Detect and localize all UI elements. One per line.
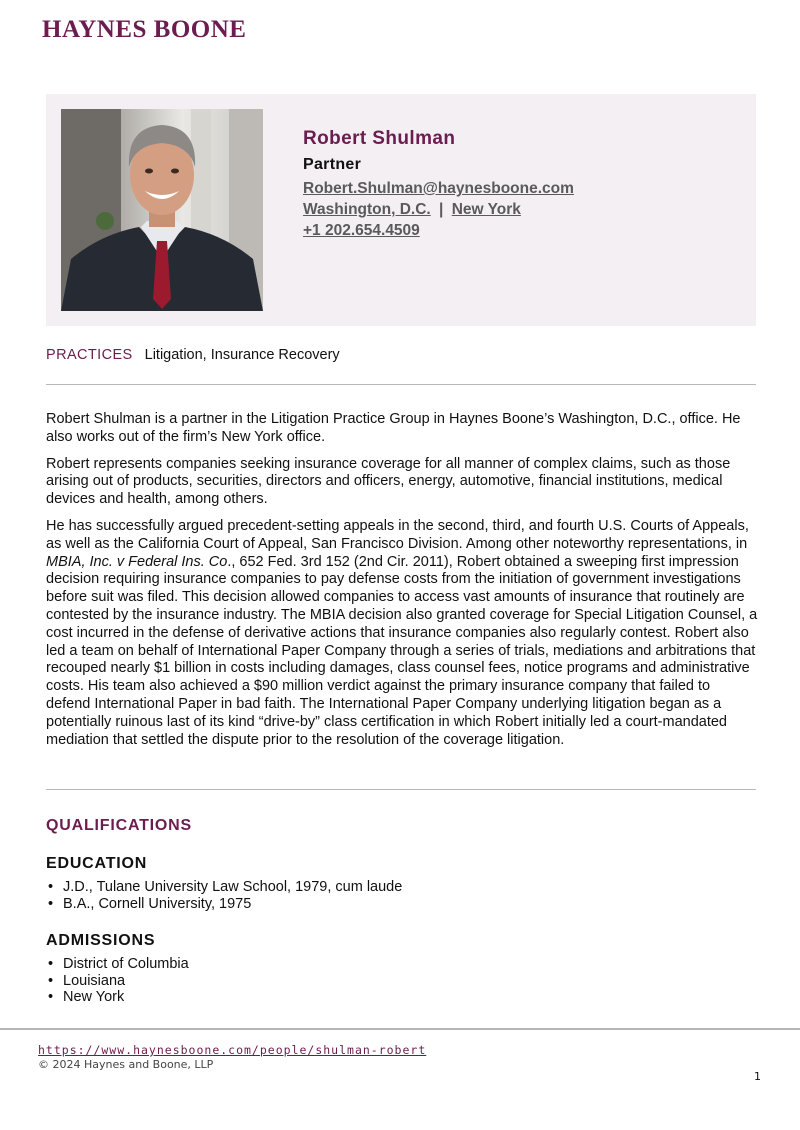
admissions-heading: ADMISSIONS — [46, 932, 156, 949]
footer-copyright: © 2024 Haynes and Boone, LLP — [38, 1058, 214, 1071]
office-link-washington[interactable]: Washington, D.C. — [303, 201, 431, 218]
portrait-photo — [61, 109, 263, 311]
list-item: • J.D., Tulane University Law School, 1979, cum laude — [46, 879, 402, 896]
haynes-boone-logo: HAYNES BOONE — [42, 16, 247, 43]
practices-value: Litigation, Insurance Recovery — [144, 347, 340, 363]
bio-paragraph-2: Robert represents companies seeking insurance coverage for all manner of complex claims, such as those arising out of products, securities, directors and officers, energy, automotive, financial institutions, medical devices and health, among others. — [46, 455, 731, 508]
bio-paragraph-1: Robert Shulman is a partner in the Litigation Practice Group in Haynes Boone’s Washington, D.C., office. He also works out of the firm’s New York office. — [46, 411, 741, 445]
divider-top — [46, 384, 756, 385]
profile-info — [303, 128, 574, 241]
practices-label: PRACTICES — [46, 347, 133, 363]
phone-link[interactable]: +1 202.654.4509 — [303, 222, 420, 239]
attorney-name: Robert Shulman — [303, 128, 456, 149]
biography — [46, 411, 758, 758]
profile-card — [46, 94, 756, 326]
divider-bottom — [46, 789, 756, 790]
bio-p3-text-before: He has successfully argued precedent-setting appeals in the second, third, and fourth U.S. Courts of Appeals, as well as the California Court of Appeal, San Francisco Division. Among other noteworthy representations, in — [46, 517, 749, 552]
office-separator: | — [439, 201, 444, 218]
page-number: 1 — [754, 1070, 761, 1083]
practices-row — [46, 347, 340, 363]
list-item: • New York — [46, 989, 189, 1006]
list-item: • B.A., Cornell University, 1975 — [46, 896, 402, 913]
attorney-title: Partner — [303, 156, 362, 173]
bio-paragraph-3 — [46, 518, 758, 749]
footer-url-link[interactable]: https://www.haynesboone.com/people/shulman-robert — [38, 1043, 427, 1057]
education-list — [46, 879, 402, 912]
office-link-new-york[interactable]: New York — [451, 201, 521, 218]
footer-divider — [0, 1028, 800, 1030]
education-heading: EDUCATION — [46, 855, 148, 872]
email-link[interactable]: Robert.Shulman@haynesboone.com — [303, 180, 574, 197]
contact-block — [303, 178, 574, 241]
admissions-list — [46, 956, 189, 1006]
list-item: • District of Columbia — [46, 956, 189, 973]
list-item: • Louisiana — [46, 973, 189, 990]
bio-p3-text-after: ., 652 Fed. 3rd 152 (2nd Cir. 2011), Robert obtained a sweeping first impression decision requiring insurance companies to pay defense costs from the initiation of government investigations before suit was filed. This decision allowed companies to access vast amounts of insurance that routinely are contested by the insurance industry. The MBIA decision also granted coverage for Special Litigation Counsel, a cost incurred in the defense of derivative actions that insurance companies also regularly contest. Robert also led a team on behalf of International Paper Company through a series of trials, mediations and arbitrations that recouped nearly $1 billion in costs including damages, class counsel fees, notice programs and administrative costs. His team also achieved a $90 million verdict against the primary insurance company that failed to defend International Paper in bad faith. The International Paper Company underlying litigation began as a potentially ruinous last of its kind “drive-by” class certification in which Robert initially led a court-mandated mediation that settled the dispute prior to the resolution of the coverage litigation. — [46, 553, 758, 748]
qualifications-heading: QUALIFICATIONS — [46, 817, 193, 834]
bio-case-citation: MBIA, Inc. v Federal Ins. Co — [46, 553, 228, 570]
